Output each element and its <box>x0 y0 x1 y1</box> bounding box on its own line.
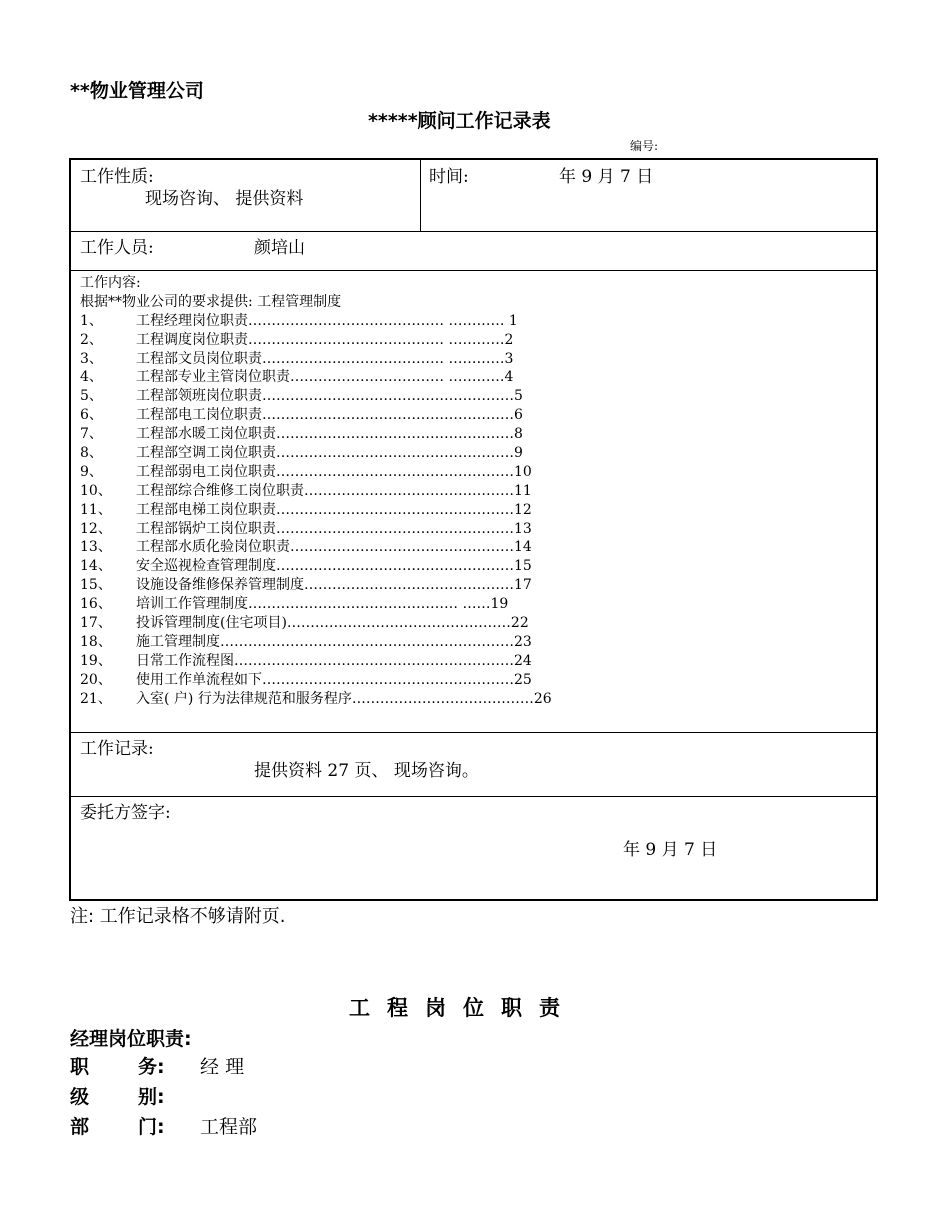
toc-item <box>80 690 552 709</box>
company-name: **物业管理公司 <box>70 80 204 102</box>
toc-item <box>80 482 552 501</box>
toc-item-text: 培训工作管理制度……………………………………… ……19 <box>136 596 509 613</box>
toc-item-number: 6、 <box>80 407 103 424</box>
toc-item-text: 工程调度岗位职责…………………………………… …………2 <box>136 331 514 348</box>
toc-item-number: 10、 <box>80 482 112 499</box>
toc-item-text: 工程部电梯工岗位职责……………………………………………12 <box>136 501 532 518</box>
time-label: 时间: <box>429 167 469 187</box>
toc-item-text: 入室( 户) 行为法律规范和服务程序…………………………………26 <box>136 690 552 707</box>
work-nature-label: 工作性质: <box>80 167 154 187</box>
staff-value: 颜培山 <box>254 238 305 258</box>
toc-item-number: 19、 <box>80 652 112 669</box>
field-key-suffix: 务: <box>138 1056 165 1078</box>
section-title: 工程岗位职责 <box>349 996 577 1020</box>
duty-heading: 经理岗位职责: <box>70 1028 192 1050</box>
toc-item <box>80 557 552 576</box>
toc-item <box>80 501 552 520</box>
toc-item-text: 工程部锅炉工岗位职责……………………………………………13 <box>136 520 532 537</box>
toc-item-number: 5、 <box>80 388 103 405</box>
toc-item-number: 15、 <box>80 577 112 594</box>
toc-item-number: 1、 <box>80 312 103 329</box>
signature-date: 年 9 月 7 日 <box>623 840 718 860</box>
footer-note: 注: 工作记录格不够请附页. <box>70 906 286 927</box>
toc-item-text: 工程部弱电工岗位职责……………………………………………10 <box>136 463 532 480</box>
toc-item-text: 工程部空调工岗位职责……………………………………………9 <box>136 445 523 462</box>
toc-item-number: 8、 <box>80 445 103 462</box>
work-content <box>80 274 552 708</box>
toc-item <box>80 671 552 690</box>
toc-item-text: 工程经理岗位职责…………………………………… ………… 1 <box>136 312 518 329</box>
toc-item <box>80 614 552 633</box>
field-value: 工程部 <box>200 1116 258 1138</box>
toc-item-number: 17、 <box>80 615 112 632</box>
toc-item-number: 7、 <box>80 426 103 443</box>
toc-item <box>80 368 552 387</box>
toc-item-text: 施工管理制度………………………………………………………23 <box>136 633 532 650</box>
toc-item-text: 工程部水暖工岗位职责……………………………………………8 <box>136 426 523 443</box>
field-key: 级 <box>70 1086 90 1108</box>
toc-item-text: 工程部电工岗位职责………………………………………………6 <box>136 407 523 424</box>
toc-item-number: 21、 <box>80 690 112 707</box>
toc-item-number: 12、 <box>80 520 112 537</box>
toc-item-number: 11、 <box>80 501 112 518</box>
toc-item <box>80 576 552 595</box>
toc-item-text: 投诉管理制度(住宅项目)…………………………………………22 <box>136 615 529 632</box>
signature-label: 委托方签字: <box>80 803 171 823</box>
toc-item <box>80 350 552 369</box>
toc-item-number: 18、 <box>80 633 112 650</box>
toc-item <box>80 463 552 482</box>
toc-item <box>80 538 552 557</box>
work-record-table <box>69 158 878 901</box>
record-label: 工作记录: <box>80 739 154 759</box>
toc-item-number: 3、 <box>80 350 103 367</box>
field-value: 经 理 <box>200 1056 245 1078</box>
toc-item-text: 工程部水质化验岗位职责…………………………………………14 <box>136 539 532 556</box>
toc-item-text: 安全巡视检查管理制度……………………………………………15 <box>136 558 532 575</box>
field-key-suffix: 门: <box>138 1116 165 1138</box>
field-department <box>70 1112 257 1139</box>
toc-item <box>80 331 552 350</box>
toc-list <box>80 312 552 709</box>
toc-item-text: 设施设备维修保养管理制度………………………………………17 <box>136 577 532 594</box>
toc-item-number: 4、 <box>80 369 103 386</box>
serial-number-label: 编号: <box>630 139 659 153</box>
record-value: 提供资料 27 页、 现场咨询。 <box>254 761 479 781</box>
toc-item <box>80 406 552 425</box>
toc-item <box>80 520 552 539</box>
toc-item <box>80 652 552 671</box>
toc-item-text: 工程部领班岗位职责………………………………………………5 <box>136 388 523 405</box>
toc-item-number: 20、 <box>80 671 112 688</box>
field-key: 职 <box>70 1056 90 1078</box>
toc-item-text: 工程部综合维修工岗位职责………………………………………11 <box>136 482 532 499</box>
toc-item <box>80 425 552 444</box>
time-value: 年 9 月 7 日 <box>559 167 654 187</box>
document-title: *****顾问工作记录表 <box>368 110 551 132</box>
toc-item-number: 9、 <box>80 463 103 480</box>
field-key-suffix: 别: <box>138 1086 165 1108</box>
row-divider <box>71 732 876 733</box>
work-nature-value: 现场咨询、 提供资料 <box>145 189 304 209</box>
column-divider <box>420 160 421 232</box>
toc-item <box>80 595 552 614</box>
toc-item <box>80 312 552 331</box>
field-position <box>70 1052 244 1079</box>
toc-item-text: 工程部专业主管岗位职责…………………………… …………4 <box>136 369 514 386</box>
toc-item <box>80 444 552 463</box>
toc-item-text: 使用工作单流程如下………………………………………………25 <box>136 671 532 688</box>
row-divider <box>71 796 876 797</box>
toc-item-number: 2、 <box>80 331 103 348</box>
toc-item-number: 13、 <box>80 539 112 556</box>
content-label: 工作内容: <box>80 275 141 291</box>
field-key: 部 <box>70 1116 90 1138</box>
toc-item-number: 14、 <box>80 558 112 575</box>
row-divider <box>71 270 876 271</box>
toc-item-text: 日常工作流程图……………………………………………………24 <box>136 652 532 669</box>
content-intro: 根据**物业公司的要求提供: 工程管理制度 <box>80 293 342 310</box>
toc-item <box>80 387 552 406</box>
staff-label: 工作人员: <box>80 238 154 258</box>
toc-item-text: 工程部文员岗位职责………………………………… …………3 <box>136 350 514 367</box>
row-divider <box>71 231 876 232</box>
toc-item-number: 16、 <box>80 596 112 613</box>
toc-item <box>80 633 552 652</box>
field-level <box>70 1082 194 1109</box>
